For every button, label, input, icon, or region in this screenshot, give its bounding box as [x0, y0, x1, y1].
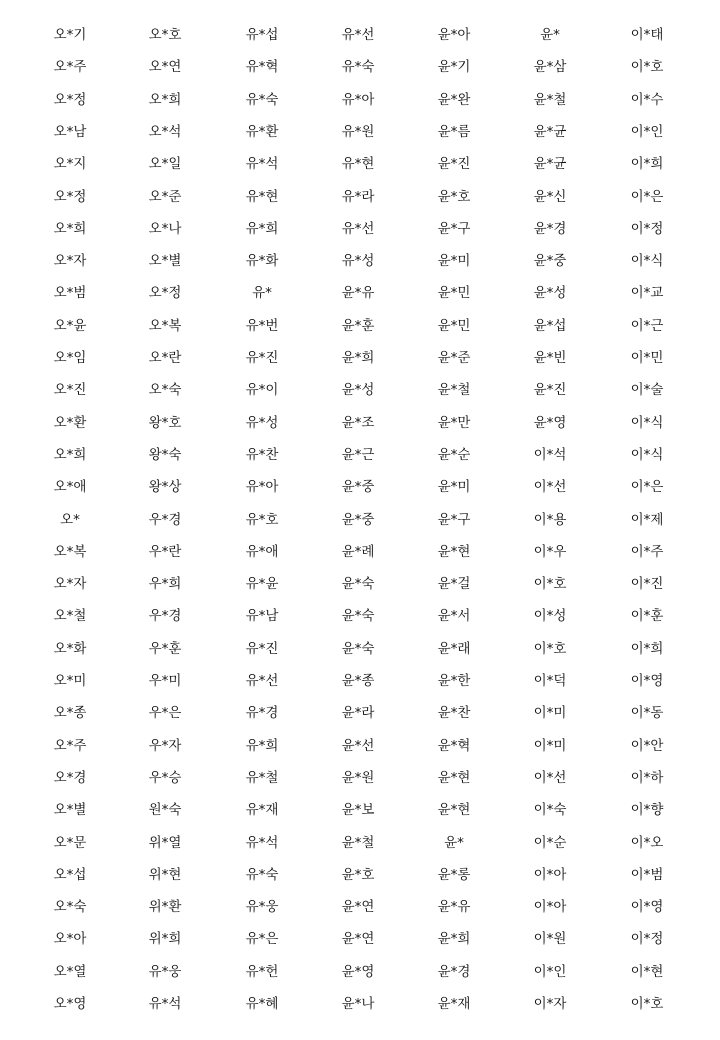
name-entry: 윤*균 [533, 156, 567, 173]
name-row [0, 600, 720, 632]
name-entry: 오*일 [148, 156, 182, 173]
name-entry: 윤*중 [533, 253, 567, 270]
name-entry: 위*희 [148, 931, 182, 948]
name-entry: 윤*영 [341, 963, 375, 980]
name-entry: 윤*근 [341, 446, 375, 463]
name-entry: 이*아 [533, 866, 567, 883]
name-entry: 이*범 [630, 866, 664, 883]
name-entry: 윤*영 [533, 414, 567, 431]
name-row [0, 633, 720, 665]
name-entry: 윤*구 [437, 511, 471, 528]
name-entry: 윤*혁 [437, 737, 471, 754]
name-entry: 오*란 [148, 350, 182, 366]
name-entry: 이*오 [630, 834, 664, 851]
name-entry: 윤*성 [341, 382, 375, 399]
name-entry: 유*원 [341, 123, 375, 140]
name-entry: 유*혁 [245, 59, 279, 76]
name-entry: 이*용 [533, 511, 567, 528]
name-entry: 윤*유 [437, 899, 471, 916]
name-entry: 윤*중 [341, 479, 375, 496]
name-entry: 오*정 [53, 188, 87, 205]
name-row [0, 213, 720, 245]
name-entry: 이*식 [630, 253, 664, 270]
name-entry: 이*향 [630, 802, 664, 819]
name-entry: 윤*나 [341, 996, 375, 1012]
name-entry: 오*경 [53, 769, 87, 786]
name-entry: 윤*신 [533, 188, 567, 205]
name-entry: 이*자 [533, 996, 567, 1012]
name-row [0, 277, 720, 309]
name-entry: 유*현 [245, 188, 279, 205]
name-entry: 오*숙 [53, 899, 87, 916]
name-entry: 이*영 [630, 673, 664, 689]
name-entry: 오*화 [53, 640, 87, 657]
name-entry: 오*문 [53, 834, 87, 851]
name-entry: 우*희 [148, 576, 182, 593]
name-entry: 오*영 [53, 996, 87, 1012]
name-entry: 오*아 [53, 931, 87, 948]
name-entry: 위*환 [148, 899, 182, 916]
name-entry: 오*석 [148, 123, 182, 140]
name-entry: 이*희 [630, 156, 664, 173]
name-entry: 윤*숙 [341, 576, 375, 593]
name-row [0, 859, 720, 891]
name-entry: 윤*빈 [533, 350, 567, 366]
name-entry: 윤*진 [437, 156, 471, 173]
name-entry: 이*덕 [533, 673, 567, 689]
name-entry: 유*재 [245, 802, 279, 819]
name-entry: 이*석 [533, 446, 567, 463]
name-entry: 유*희 [245, 220, 279, 237]
name-row [0, 51, 720, 83]
name-entry: 윤*현 [437, 802, 471, 819]
name-entry: 유* [252, 285, 272, 302]
name-entry: 유*선 [245, 673, 279, 689]
name-entry: 윤*희 [437, 931, 471, 948]
name-entry: 이*인 [630, 123, 664, 140]
name-entry: 오*주 [53, 59, 87, 76]
name-entry: 유*석 [245, 834, 279, 851]
name-entry: 유*화 [245, 253, 279, 270]
name-row [0, 988, 720, 1020]
name-entry: 우*란 [148, 543, 182, 560]
name-entry: 이*식 [630, 446, 664, 463]
name-entry: 이*아 [533, 899, 567, 916]
name-entry: 이*술 [630, 382, 664, 399]
name-entry: 윤*서 [437, 608, 471, 625]
name-entry: 유*웅 [148, 963, 182, 980]
name-entry: 유*선 [341, 220, 375, 237]
name-entry: 윤*유 [341, 285, 375, 302]
name-entry: 이*미 [533, 737, 567, 754]
name-entry: 오*정 [148, 285, 182, 302]
name-entry: 우*미 [148, 673, 182, 689]
name-entry: 오*준 [148, 188, 182, 205]
name-entry: 이*숙 [533, 802, 567, 819]
name-entry: 유*번 [245, 317, 279, 334]
name-entry: 이*은 [630, 188, 664, 205]
name-entry: 오*임 [53, 350, 87, 366]
name-entry: 윤*래 [437, 640, 471, 657]
name-entry: 윤*철 [533, 91, 567, 108]
name-entry: 오*희 [148, 91, 182, 108]
name-entry: 윤*걸 [437, 576, 471, 593]
name-entry: 윤*아 [437, 27, 471, 43]
name-entry: 유*진 [245, 640, 279, 657]
name-entry: 윤*미 [437, 253, 471, 270]
name-row [0, 310, 720, 342]
name-entry: 윤*중 [341, 511, 375, 528]
name-entry: 오*열 [53, 963, 87, 980]
name-entry: 이*하 [630, 769, 664, 786]
name-entry: 이*훈 [630, 608, 664, 625]
name-entry: 이*호 [630, 996, 664, 1012]
name-entry: 이*성 [533, 608, 567, 625]
name-row [0, 439, 720, 471]
name-entry: 유*아 [245, 479, 279, 496]
name-entry: 유*경 [245, 705, 279, 722]
name-entry: 이*제 [630, 511, 664, 528]
name-entry: 유*성 [245, 414, 279, 431]
name-entry: 이*호 [533, 576, 567, 593]
name-entry: 윤*현 [437, 543, 471, 560]
name-row [0, 891, 720, 923]
name-entry: 우*경 [148, 608, 182, 625]
name-entry: 이*정 [630, 931, 664, 948]
name-entry: 윤*찬 [437, 705, 471, 722]
name-entry: 이*주 [630, 543, 664, 560]
name-entry: 위*열 [148, 834, 182, 851]
name-entry: 오*범 [53, 285, 87, 302]
name-entry: 윤*원 [341, 769, 375, 786]
name-row [0, 84, 720, 116]
name-row [0, 762, 720, 794]
name-entry: 윤*철 [341, 834, 375, 851]
name-entry: 윤*희 [341, 350, 375, 366]
name-entry: 이*선 [533, 769, 567, 786]
name-entry: 유*숙 [341, 59, 375, 76]
name-entry: 이*선 [533, 479, 567, 496]
name-entry: 윤*름 [437, 123, 471, 140]
name-entry: 유*라 [341, 188, 375, 205]
name-row [0, 116, 720, 148]
name-entry: 유*환 [245, 123, 279, 140]
name-entry: 윤*준 [437, 350, 471, 366]
name-entry: 윤* [444, 834, 464, 851]
name-row [0, 407, 720, 439]
name-entry: 우*경 [148, 511, 182, 528]
name-entry: 윤*조 [341, 414, 375, 431]
name-entry: 이*근 [630, 317, 664, 334]
name-row [0, 19, 720, 51]
name-entry: 오*자 [53, 253, 87, 270]
name-entry: 윤*선 [341, 737, 375, 754]
name-entry: 유*헌 [245, 963, 279, 980]
name-entry: 우*훈 [148, 640, 182, 657]
name-entry: 유*이 [245, 382, 279, 399]
name-entry: 윤*한 [437, 673, 471, 689]
name-entry: 이*호 [630, 59, 664, 76]
name-row [0, 148, 720, 180]
name-entry: 우*승 [148, 769, 182, 786]
name-entry: 이*현 [630, 963, 664, 980]
name-entry: 우*자 [148, 737, 182, 754]
name-entry: 이*동 [630, 705, 664, 722]
name-entry: 유*섭 [245, 27, 279, 43]
name-entry: 오*윤 [53, 317, 87, 334]
name-entry: 유*아 [341, 91, 375, 108]
name-entry: 이*호 [533, 640, 567, 657]
name-row [0, 536, 720, 568]
name-entry: 윤*종 [341, 673, 375, 689]
name-entry: 오*애 [53, 479, 87, 496]
name-row [0, 342, 720, 374]
name-row [0, 827, 720, 859]
name-entry: 유*웅 [245, 899, 279, 916]
name-entry: 윤*례 [341, 543, 375, 560]
name-row [0, 923, 720, 955]
name-entry: 유*숙 [245, 91, 279, 108]
name-entry: 우*은 [148, 705, 182, 722]
name-entry: 오*희 [53, 220, 87, 237]
name-entry: 윤*진 [533, 382, 567, 399]
name-row [0, 730, 720, 762]
name-entry: 유*은 [245, 931, 279, 948]
name-entry: 윤*미 [437, 479, 471, 496]
name-entry: 윤*철 [437, 382, 471, 399]
name-entry: 윤*삼 [533, 59, 567, 76]
name-entry: 윤*구 [437, 220, 471, 237]
name-entry: 이*정 [630, 220, 664, 237]
name-row [0, 794, 720, 826]
name-entry: 이*순 [533, 834, 567, 851]
name-entry: 윤*라 [341, 705, 375, 722]
name-entry: 왕*숙 [148, 446, 182, 463]
name-entry: 오*복 [53, 543, 87, 560]
name-entry: 위*현 [148, 866, 182, 883]
name-entry: 윤*현 [437, 769, 471, 786]
name-entry: 윤*롱 [437, 866, 471, 883]
name-entry: 오*별 [148, 253, 182, 270]
name-entry: 이*미 [533, 705, 567, 722]
name-entry: 윤*기 [437, 59, 471, 76]
name-entry: 윤*보 [341, 802, 375, 819]
name-entry: 유*석 [245, 156, 279, 173]
name-entry: 이*식 [630, 414, 664, 431]
name-entry: 윤*민 [437, 285, 471, 302]
name-entry: 윤*경 [437, 963, 471, 980]
name-entry: 오*지 [53, 156, 87, 173]
name-entry: 이*영 [630, 899, 664, 916]
name-entry: 유*석 [148, 996, 182, 1012]
name-entry: 오*남 [53, 123, 87, 140]
name-row [0, 245, 720, 277]
name-entry: 윤* [540, 27, 560, 43]
name-row [0, 665, 720, 697]
name-entry: 윤*연 [341, 899, 375, 916]
name-entry: 윤*재 [437, 996, 471, 1012]
name-entry: 윤*호 [341, 866, 375, 883]
name-entry: 오*주 [53, 737, 87, 754]
name-entry: 윤*섭 [533, 317, 567, 334]
name-entry: 오*복 [148, 317, 182, 334]
name-entry: 이*원 [533, 931, 567, 948]
name-entry: 오*연 [148, 59, 182, 76]
name-entry: 이*교 [630, 285, 664, 302]
name-entry: 윤*연 [341, 931, 375, 948]
name-entry: 이*은 [630, 479, 664, 496]
name-entry: 유*혜 [245, 996, 279, 1012]
name-entry: 오*정 [53, 91, 87, 108]
name-entry: 오*종 [53, 705, 87, 722]
name-entry: 오*섭 [53, 866, 87, 883]
name-entry: 유*찬 [245, 446, 279, 463]
name-row [0, 568, 720, 600]
name-entry: 유*진 [245, 350, 279, 366]
name-entry: 윤*숙 [341, 640, 375, 657]
name-entry: 유*애 [245, 543, 279, 560]
name-entry: 이*진 [630, 576, 664, 593]
name-entry: 오* [60, 511, 80, 528]
name-entry: 이*민 [630, 350, 664, 366]
name-entry: 유*남 [245, 608, 279, 625]
name-entry: 이*수 [630, 91, 664, 108]
name-entry: 이*태 [630, 27, 664, 43]
name-row [0, 374, 720, 406]
name-entry: 윤*만 [437, 414, 471, 431]
name-row [0, 956, 720, 988]
name-entry: 윤*훈 [341, 317, 375, 334]
name-entry: 이*희 [630, 640, 664, 657]
name-entry: 이*우 [533, 543, 567, 560]
name-entry: 윤*호 [437, 188, 471, 205]
name-entry: 유*현 [341, 156, 375, 173]
name-entry: 오*환 [53, 414, 87, 431]
name-entry: 유*선 [341, 27, 375, 43]
name-entry: 윤*순 [437, 446, 471, 463]
name-entry: 오*미 [53, 673, 87, 689]
name-entry: 오*희 [53, 446, 87, 463]
name-entry: 오*철 [53, 608, 87, 625]
name-entry: 유*숙 [245, 866, 279, 883]
name-entry: 윤*완 [437, 91, 471, 108]
name-entry: 유*윤 [245, 576, 279, 593]
name-entry: 왕*상 [148, 479, 182, 496]
name-entry: 오*자 [53, 576, 87, 593]
name-entry: 오*숙 [148, 382, 182, 399]
name-entry: 이*인 [533, 963, 567, 980]
name-entry: 오*호 [148, 27, 182, 43]
name-row [0, 504, 720, 536]
name-entry: 유*호 [245, 511, 279, 528]
name-entry: 유*성 [341, 253, 375, 270]
name-entry: 윤*민 [437, 317, 471, 334]
name-entry: 윤*경 [533, 220, 567, 237]
name-entry: 오*기 [53, 27, 87, 43]
name-entry: 유*철 [245, 769, 279, 786]
name-entry: 왕*호 [148, 414, 182, 431]
name-entry: 윤*균 [533, 123, 567, 140]
name-entry: 윤*성 [533, 285, 567, 302]
name-row [0, 181, 720, 213]
name-entry: 오*나 [148, 220, 182, 237]
name-entry: 이*안 [630, 737, 664, 754]
name-entry: 원*숙 [148, 802, 182, 819]
name-entry: 유*희 [245, 737, 279, 754]
name-entry: 윤*숙 [341, 608, 375, 625]
name-row [0, 697, 720, 729]
name-entry: 오*진 [53, 382, 87, 399]
name-entry: 오*별 [53, 802, 87, 819]
name-row [0, 471, 720, 503]
